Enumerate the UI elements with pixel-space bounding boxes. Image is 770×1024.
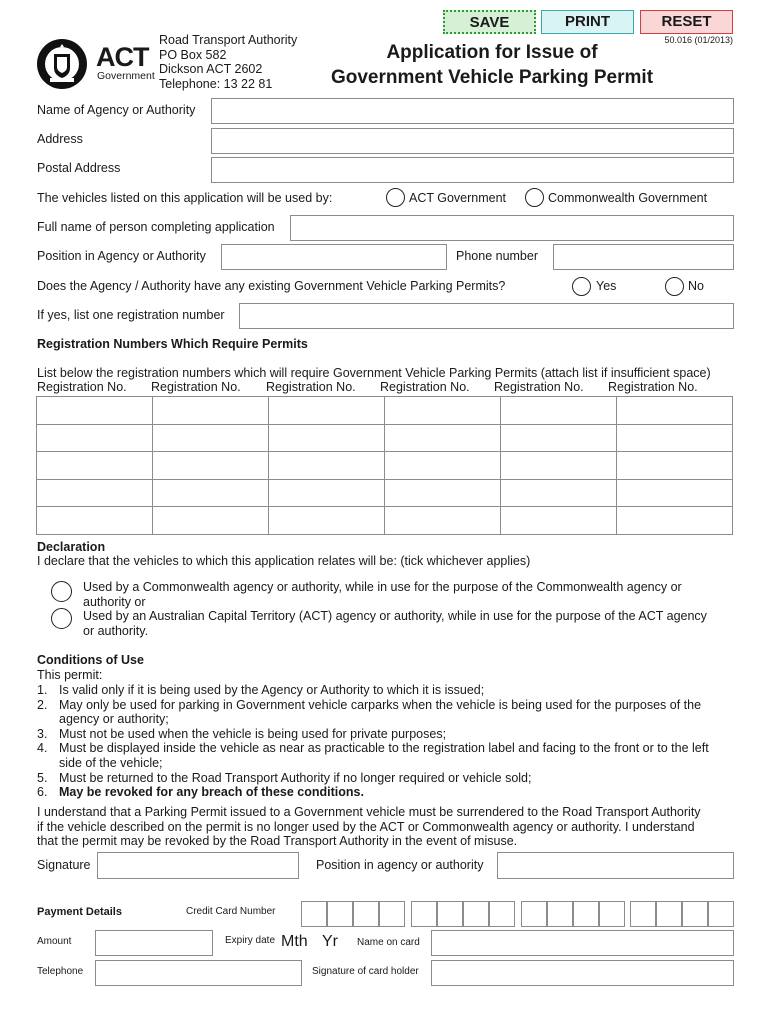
item-number: 1.	[37, 683, 48, 697]
act-government-label: ACT Government	[409, 191, 507, 205]
item-text: Must not be used when the vehicle is being used for private purposes;	[59, 726, 447, 741]
table-row	[37, 397, 733, 425]
reg-cell[interactable]	[37, 479, 153, 507]
conditions-heading: Conditions of Use	[37, 653, 144, 667]
card-holder-signature-label: Signature of card holder	[312, 966, 419, 977]
reg-cell[interactable]	[153, 479, 269, 507]
address-line: PO Box 582	[159, 47, 227, 62]
reg-cell[interactable]	[269, 452, 385, 480]
list-item	[37, 727, 737, 742]
existing-yes-label: Yes	[596, 279, 617, 293]
reg-cell[interactable]	[385, 424, 501, 452]
act-logo	[36, 38, 156, 90]
credit-card-digit[interactable]	[656, 901, 682, 927]
reg-cell[interactable]	[269, 507, 385, 535]
reg-cell[interactable]	[385, 507, 501, 535]
commonwealth-use-radio[interactable]	[51, 581, 72, 602]
item-text: side of the vehicle;	[59, 755, 163, 770]
understanding-statement	[37, 805, 701, 849]
reg-col-header: Registration No.	[608, 380, 698, 394]
telephone-label: Telephone	[37, 966, 84, 977]
used-by-label: The vehicles listed on this application will be used by:	[37, 191, 333, 205]
logo-sub: Government	[97, 70, 155, 82]
act-use-radio[interactable]	[51, 608, 72, 629]
list-item	[37, 683, 737, 698]
registration-heading: Registration Numbers Which Require Permits	[37, 337, 308, 351]
credit-card-digit[interactable]	[437, 901, 463, 927]
credit-card-label: Credit Card Number	[186, 906, 276, 917]
reg-cell[interactable]	[153, 424, 269, 452]
credit-card-digit[interactable]	[573, 901, 599, 927]
list-item	[37, 712, 737, 727]
amount-input[interactable]	[95, 930, 213, 956]
table-row	[37, 452, 733, 480]
logo-name: ACT	[96, 42, 149, 72]
address-line: Dickson ACT 2602	[159, 62, 263, 77]
phone-number-label: Phone number	[456, 249, 539, 263]
commonwealth-use-text: Used by a Commonwealth agency or authority, while in use for the purpose of the Commonwealth agency or	[83, 580, 682, 594]
form-title	[300, 40, 684, 90]
existing-yes-radio[interactable]	[572, 277, 591, 296]
table-row	[37, 424, 733, 452]
item-number: 5.	[37, 770, 48, 785]
reg-cell[interactable]	[269, 424, 385, 452]
item-text: Must be returned to the Road Transport Authority if no longer required or vehicle sold;	[59, 770, 532, 785]
if-yes-label: If yes, list one registration number	[37, 308, 225, 322]
expiry-month-hint[interactable]: Mth	[281, 933, 308, 950]
item-text: agency or authority;	[59, 712, 169, 727]
credit-card-digit[interactable]	[379, 901, 405, 927]
full-name-label: Full name of person completing application	[37, 220, 275, 234]
commonwealth-government-radio[interactable]	[525, 188, 544, 207]
address-label: Address	[37, 132, 83, 146]
rta-address	[159, 33, 297, 91]
list-item	[37, 785, 737, 800]
credit-card-digit[interactable]	[489, 901, 515, 927]
item-text: Must be displayed inside the vehicle as near as practicable to the registration label and facing to the front or to the left	[59, 741, 709, 756]
name-on-card-label: Name on card	[357, 937, 420, 948]
conditions-list	[37, 683, 737, 800]
existing-no-radio[interactable]	[665, 277, 684, 296]
reg-cell[interactable]	[617, 507, 733, 535]
registration-table	[36, 396, 733, 535]
item-number: 3.	[37, 726, 48, 741]
item-text: Is valid only if it is being used by the Agency or Authority to which it is issued;	[59, 683, 485, 697]
existing-no-label: No	[688, 279, 704, 293]
position-label: Position in Agency or Authority	[37, 249, 206, 263]
item-text: May be revoked for any breach of these conditions.	[59, 785, 364, 800]
expiry-date-label: Expiry date	[225, 935, 276, 946]
declaration-intro: I declare that the vehicles to which this application relates will be: (tick whichever applies)	[37, 554, 531, 568]
existing-permits-label: Does the Agency / Authority have any existing Government Vehicle Parking Permits?	[37, 279, 506, 293]
credit-card-digit[interactable]	[630, 901, 656, 927]
signature-label: Signature	[37, 858, 91, 872]
credit-card-digit[interactable]	[547, 901, 573, 927]
credit-card-digit[interactable]	[327, 901, 353, 927]
phone-number-input[interactable]	[553, 244, 734, 270]
telephone-input[interactable]	[95, 960, 302, 986]
reg-cell[interactable]	[501, 479, 617, 507]
reg-col-header: Registration No.	[494, 380, 584, 394]
act-government-radio[interactable]	[386, 188, 405, 207]
reg-cell[interactable]	[617, 397, 733, 425]
item-number: 4.	[37, 741, 48, 756]
credit-card-digit[interactable]	[463, 901, 489, 927]
signature-input[interactable]	[97, 852, 299, 879]
reg-cell[interactable]	[385, 479, 501, 507]
list-item	[37, 698, 737, 713]
list-item	[37, 756, 737, 771]
reg-cell[interactable]	[153, 397, 269, 425]
postal-address-input[interactable]	[211, 157, 734, 183]
coat-of-arms-icon	[36, 38, 88, 90]
list-item	[37, 771, 737, 786]
address-line: Telephone: 13 22 81	[159, 76, 273, 91]
amount-label: Amount	[37, 936, 72, 947]
reg-cell[interactable]	[37, 507, 153, 535]
registration-instruction: List below the registration numbers which will require Government Vehicle Parking Permits (attach list if insufficient space)	[37, 366, 711, 380]
address-line: Road Transport Authority	[159, 33, 298, 47]
expiry-year-hint[interactable]: Yr	[322, 933, 338, 950]
existing-registration-input[interactable]	[239, 303, 734, 329]
commonwealth-use-text-cont: authority or	[83, 595, 146, 609]
credit-card-digit[interactable]	[599, 901, 625, 927]
form-code: 50.016 (01/2013)	[664, 35, 733, 45]
print-button[interactable]: PRINT	[541, 10, 634, 34]
reg-cell[interactable]	[153, 507, 269, 535]
credit-card-digit[interactable]	[353, 901, 379, 927]
reg-cell[interactable]	[37, 452, 153, 480]
reg-cell[interactable]	[501, 397, 617, 425]
reg-cell[interactable]	[617, 479, 733, 507]
credit-card-digit[interactable]	[682, 901, 708, 927]
table-row	[37, 479, 733, 507]
position-in-agency-input[interactable]	[497, 852, 734, 879]
title-line-1: Application for Issue of	[386, 42, 598, 63]
position-in-agency-label: Position in agency or authority	[316, 858, 484, 872]
reg-cell[interactable]	[501, 424, 617, 452]
reg-cell[interactable]	[37, 397, 153, 425]
postal-address-label: Postal Address	[37, 161, 121, 175]
reg-col-header: Registration No.	[37, 380, 127, 394]
conditions-intro: This permit:	[37, 668, 103, 682]
reg-cell[interactable]	[617, 424, 733, 452]
name-on-card-input[interactable]	[431, 930, 734, 956]
credit-card-digit[interactable]	[708, 901, 734, 927]
table-row	[37, 507, 733, 535]
item-number: 6.	[37, 785, 48, 800]
reg-cell[interactable]	[501, 452, 617, 480]
reg-cell[interactable]	[153, 452, 269, 480]
reg-col-header: Registration No.	[380, 380, 470, 394]
commonwealth-government-label: Commonwealth Government	[548, 191, 708, 205]
reg-cell[interactable]	[501, 507, 617, 535]
payment-heading: Payment Details	[37, 906, 122, 918]
card-holder-signature-input[interactable]	[431, 960, 734, 986]
act-use-text-cont: or authority.	[83, 624, 149, 638]
credit-card-digit[interactable]	[521, 901, 547, 927]
reg-col-header: Registration No.	[151, 380, 241, 394]
credit-card-digit[interactable]	[411, 901, 437, 927]
reg-cell[interactable]	[617, 452, 733, 480]
agency-name-input[interactable]	[211, 98, 734, 124]
address-input[interactable]	[211, 128, 734, 154]
reg-cell[interactable]	[269, 479, 385, 507]
credit-card-digit[interactable]	[301, 901, 327, 927]
full-name-input[interactable]	[290, 215, 734, 241]
reg-cell[interactable]	[385, 452, 501, 480]
reg-cell[interactable]	[269, 397, 385, 425]
statement-line: if the vehicle described on the permit is no longer used by the ACT or Commonwealth agency or authority. I understand	[37, 819, 695, 834]
position-input[interactable]	[221, 244, 447, 270]
list-item	[37, 741, 737, 756]
save-button[interactable]: SAVE	[443, 10, 536, 34]
reg-cell[interactable]	[37, 424, 153, 452]
reset-button[interactable]: RESET	[640, 10, 733, 34]
title-line-2: Government Vehicle Parking Permit	[330, 67, 654, 88]
item-text: May only be used for parking in Government vehicle carparks when the vehicle is being used for the purposes of the	[59, 697, 702, 712]
agency-name-label: Name of Agency or Authority	[37, 103, 196, 117]
statement-line: that the permit may be revoked by the Road Transport Authority in the event of misuse.	[37, 834, 518, 849]
reg-col-header: Registration No.	[266, 380, 356, 394]
item-number: 2.	[37, 697, 48, 712]
statement-line: I understand that a Parking Permit issued to a Government vehicle must be surrendered to the Road Transport Authority	[37, 805, 701, 819]
act-use-text: Used by an Australian Capital Territory (ACT) agency or authority, while in use for the purpose of the ACT agency	[83, 609, 707, 623]
declaration-heading: Declaration	[37, 540, 106, 554]
reg-cell[interactable]	[385, 397, 501, 425]
